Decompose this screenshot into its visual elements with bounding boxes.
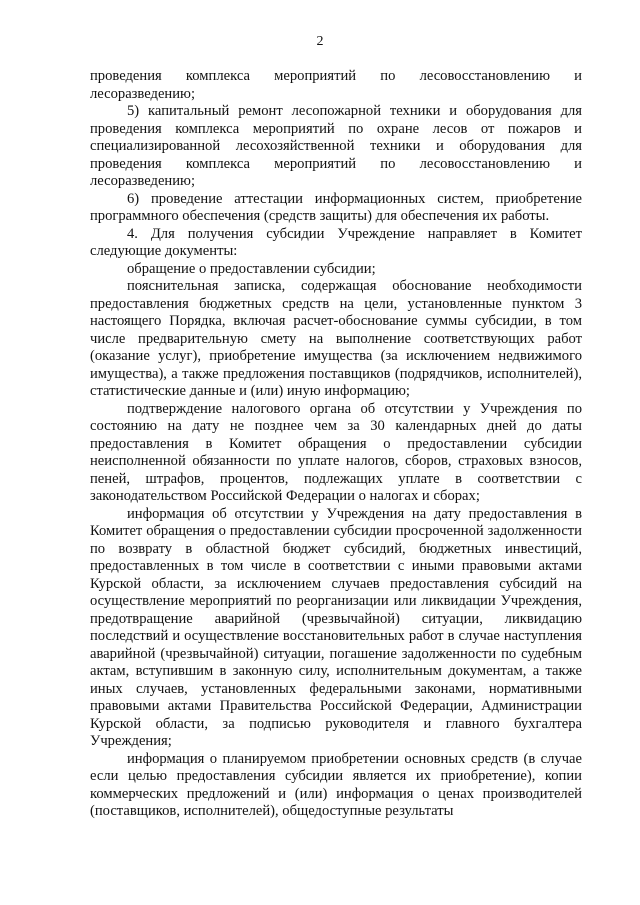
paragraph-continuation: проведения комплекса мероприятий по лесовосстановлению и лесоразведению;: [90, 68, 582, 102]
paragraph-tax-confirmation: подтверждение налогового органа об отсутствии у Учреждения по состоянию на дату не позднее чем за 30 календарных дней до даты предоставления в Комитет обращения о предоставлении субсидии неисполненной обязанности по уплате налогов, сборов, страховых взносов, пеней, штрафов, процентов, подлежащих уплате в соответствии с законодательством Российской Федерации о налогах и сборах;: [90, 400, 582, 504]
paragraph-debt-information: информация об отсутствии у Учреждения на дату предоставления в Комитет обращения о предоставлении субсидии просроченной задолженности по возврату в областной бюджет субсидий, бюджетных инвестиций, предоставленных в том числе в соответствии с иными правовыми актами Курской области, за исключением случаев предоставления субсидий на осуществление мероприятий по реорганизации или ликвидации Учреждения, предотвращение аварийной (чрезвычайной) ситуации, ликвидацию последствий и осуществление восстановительных работ в случае наступления аварийной (чрезвычайной) ситуации, погашение задолженности по судебным актам, вступившим в законную силу, исполнительным документам, а также иных случаев, установленных федеральными законами, нормативными правовыми актами Правительства Российской Федерации, Администрации Курской области, за подписью руководителя и главного бухгалтера Учреждения;: [90, 505, 582, 749]
paragraph-document-request: обращение о предоставлении субсидии;: [127, 260, 376, 277]
paragraph-item-5: 5) капитальный ремонт лесопожарной техники и оборудования для проведения комплекса мероприятий по охране лесов от пожаров и специализированной лесохозяйственной техники и оборудования для проведения комплекса мероприятий по лесовосстановлению и лесоразведению;: [90, 103, 582, 189]
page-number: 2: [316, 34, 324, 49]
paragraph-fixed-assets: информация о планируемом приобретении основных средств (в случае если целью предоставления субсидии является их приобретение), копии коммерческих предложений и (или) информация о ценах производителей (поставщиков, исполнителей), общедоступные результаты: [90, 750, 582, 819]
paragraph-explanatory-note: пояснительная записка, содержащая обоснование необходимости предоставления бюджетных средств на цели, установленные пунктом 3 настоящего Порядка, включая расчет-обоснование суммы субсидии, в том числе предварительную смету на выполнение соответствующих работ (оказание услуг), приобретение имущества (за исключением недвижимого имущества), а также предложения поставщиков (подрядчиков, исполнителей), статистические данные и (или) иную информацию;: [90, 278, 582, 399]
paragraph-item-6: 6) проведение аттестации информационных систем, приобретение программного обеспечения (средств защиты) для обеспечения их работы.: [90, 190, 582, 224]
paragraph-section-4: 4. Для получения субсидии Учреждение направляет в Комитет следующие документы:: [90, 225, 582, 259]
document-body: [90, 68, 582, 821]
